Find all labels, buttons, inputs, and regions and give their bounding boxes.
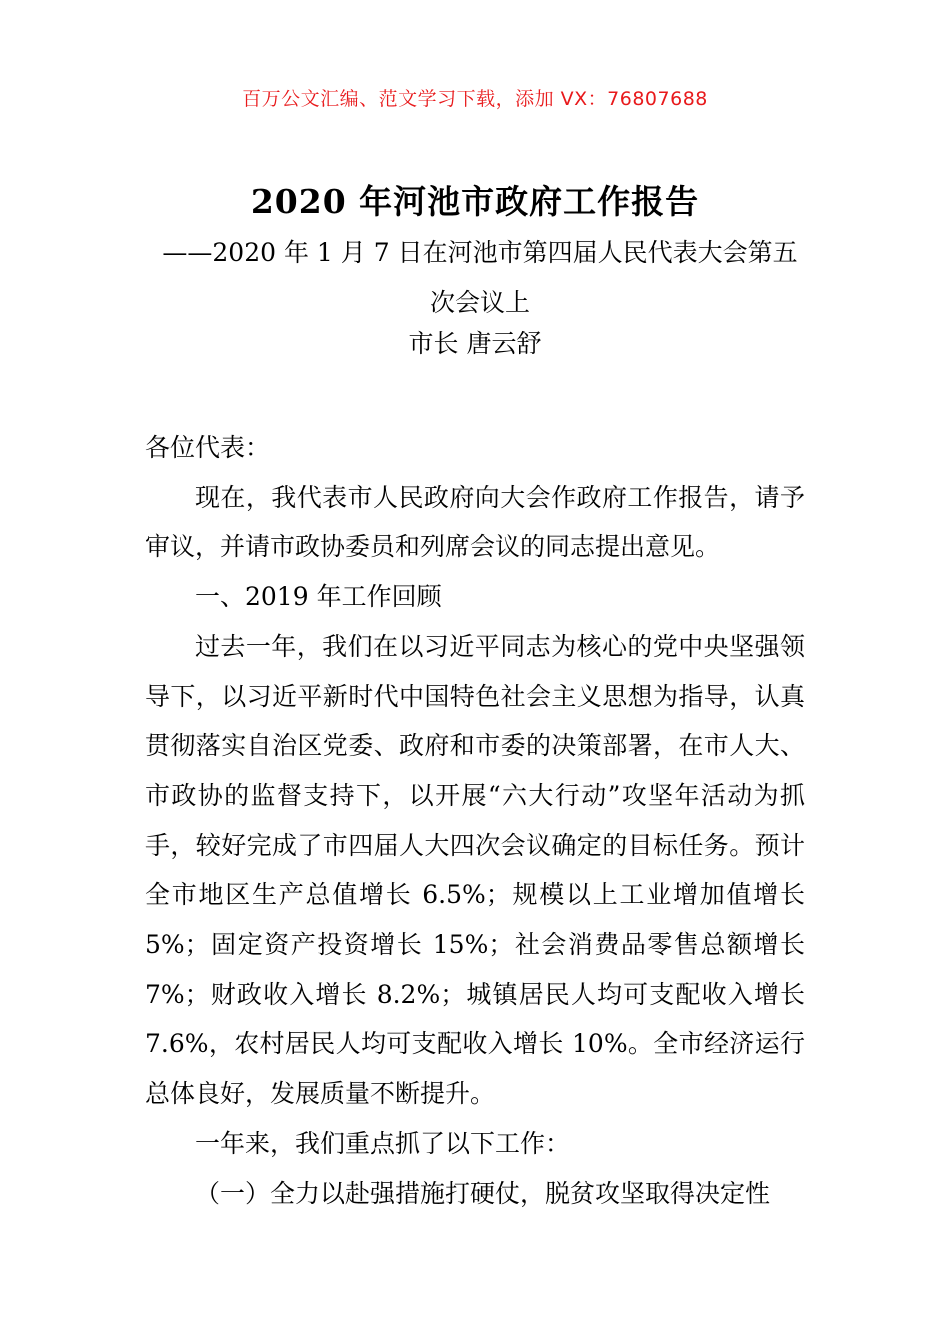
header-note: 百万公文汇编、范文学习下载，添加 VX：76807688 xyxy=(242,88,708,110)
paragraph: 一年来，我们重点抓了以下工作： xyxy=(195,1128,571,1158)
salutation: 各位代表： xyxy=(145,433,271,462)
paragraph: 过去一年，我们在以习近平同志为核心的党中央坚强领导下，以习近平新时代中国特色社会主义思想为指导，认真贯彻落实自治区党委、政府和市委的决策部署，在市人大、市政协的监督支持下，以开展“六大行动”攻坚年活动为抓手，较好完成了市四届人大四次会议确定的目标任务。预计全市地区生产总值增长 6.5%；规模以上工业增加值增长 5%；固定资产投资增长 15%；社会消费品零售总额增长 7%；财政收入增长 8.2%；城镇居民人均可支配收入增长 7.6%，农村居民人均可支配收入增长 10%。全市经济运行总体良好，发展质量不断提升。 xyxy=(145,631,805,1109)
paragraph: 现在，我代表市人民政府向大会作政府工作报告，请予审议，并请市政协委员和列席会议的同志提出意见。 xyxy=(145,482,805,562)
document-title: 2020 年河池市政府工作报告 xyxy=(250,182,700,221)
section-heading: 一、2019 年工作回顾 xyxy=(195,582,442,612)
document-author: 市长 唐云舒 xyxy=(408,329,542,358)
document-subtitle: ——2020 年 1 月 7 日在河池市第四届人民代表大会第五次会议上 xyxy=(162,238,798,317)
document-body xyxy=(145,423,805,1218)
paragraph: （一）全力以赴强措施打硬仗，脱贫攻坚取得决定性 xyxy=(195,1178,771,1208)
